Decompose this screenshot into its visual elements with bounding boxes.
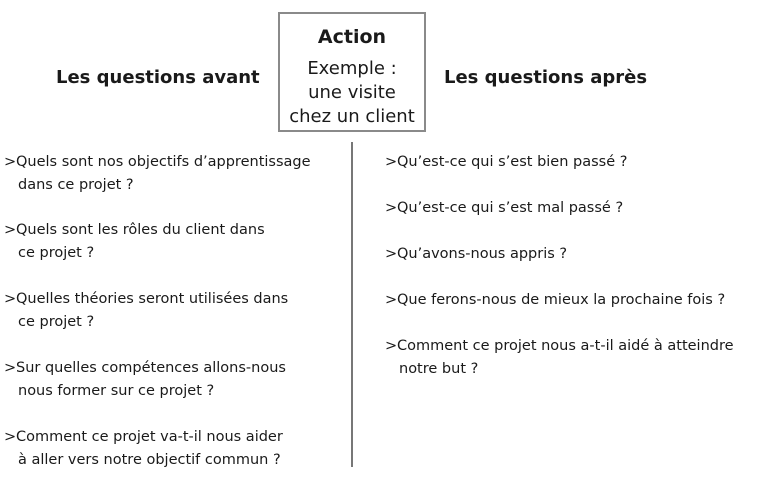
question-line: Quels sont nos objectifs d’apprentissage — [16, 154, 311, 170]
question-line: Quelles théories seront utilisées dans — [16, 291, 289, 307]
question-line: Sur quelles compétences allons-nous — [16, 360, 286, 376]
action-example-line-2: une visite — [308, 82, 396, 103]
chevron-right-icon: > — [385, 292, 398, 308]
action-title: Action — [317, 26, 387, 48]
question-line: Qu’est-ce qui s’est bien passé ? — [397, 154, 628, 170]
question-after-item — [385, 243, 567, 266]
question-before-item — [4, 151, 311, 197]
question-line: nous former sur ce projet ? — [18, 383, 215, 399]
question-line: Qu’est-ce qui s’est mal passé ? — [397, 200, 624, 216]
question-line: Comment ce projet nous a-t-il aidé à atteindre — [397, 338, 734, 354]
question-line: Que ferons-nous de mieux la prochaine fois ? — [397, 292, 726, 308]
chevron-right-icon: > — [385, 154, 398, 170]
chevron-right-icon: > — [385, 200, 398, 216]
chevron-right-icon: > — [4, 429, 17, 445]
question-line: à aller vers notre objectif commun ? — [18, 452, 281, 468]
chevron-right-icon: > — [4, 154, 17, 170]
question-line: dans ce projet ? — [18, 177, 134, 193]
question-after-item — [385, 151, 627, 174]
action-example-line-3: chez un client — [289, 106, 415, 127]
chevron-right-icon: > — [385, 246, 398, 262]
chevron-right-icon: > — [4, 360, 17, 376]
chevron-right-icon: > — [4, 291, 17, 307]
question-before-item — [4, 288, 288, 334]
action-example-line-1: Exemple : — [307, 58, 397, 79]
question-before-item — [4, 219, 265, 265]
question-line: notre but ? — [399, 361, 479, 377]
chevron-right-icon: > — [385, 338, 398, 354]
question-line: ce projet ? — [18, 245, 95, 261]
question-line: Quels sont les rôles du client dans — [16, 222, 265, 238]
question-after-item — [385, 289, 725, 312]
question-before-item — [4, 426, 283, 472]
heading-questions-after: Les questions après — [444, 67, 648, 88]
heading-questions-before: Les questions avant — [56, 67, 260, 88]
question-line: Comment ce projet va-t-il nous aider — [16, 429, 283, 445]
question-line: Qu’avons-nous appris ? — [397, 246, 568, 262]
question-line: ce projet ? — [18, 314, 95, 330]
question-after-item — [385, 335, 734, 381]
question-after-item — [385, 197, 623, 220]
question-before-item — [4, 357, 286, 403]
chevron-right-icon: > — [4, 222, 17, 238]
action-box — [278, 12, 426, 132]
center-divider — [351, 142, 353, 467]
